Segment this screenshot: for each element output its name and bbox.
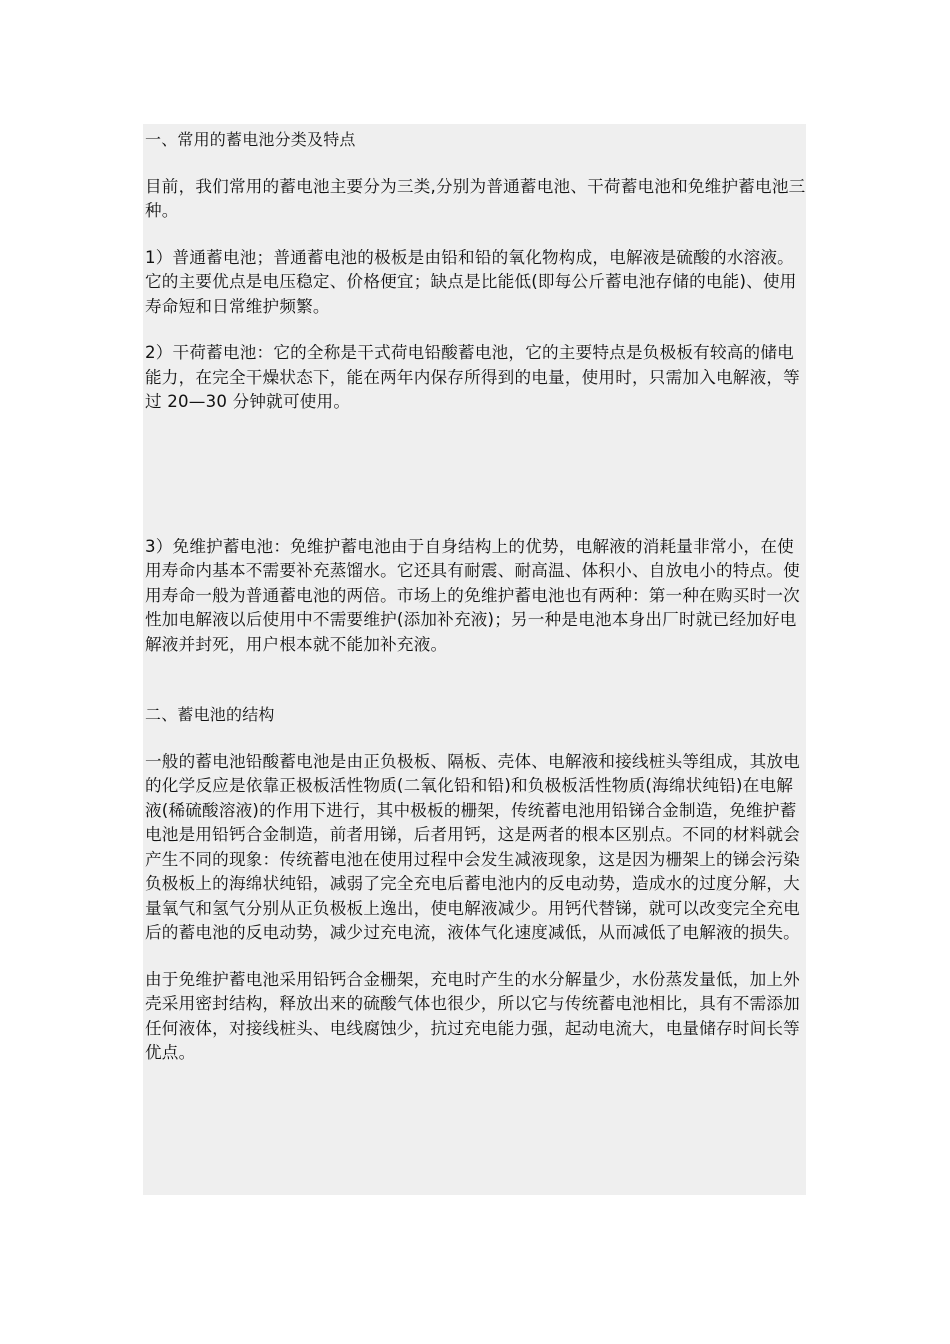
structure-paragraph-1: 一般的蓄电池铅酸蓄电池是由正负极板、隔板、壳体、电解液和接线桩头等组成，其放电的化学反应是依靠正极板活性物质(二氧化铅和铅)和负极板活性物质(海绵状纯铅)在电解液(稀硫酸溶液)的作用下进行，其中极板的栅架，传统蓄电池用铅锑合金制造，免维护蓄电池是用铅钙合金制造，前者用锑，后者用钙，这是两者的根本区别点。不同的材料就会产生不同的现象：传统蓄电池在使用过程中会发生减液现象，这是因为栅架上的锑会污染负极板上的海绵状纯铅，减弱了完全充电后蓄电池内的反电动势，造成水的过度分解，大量氧气和氢气分别从正负极板上逸出，使电解液减少。用钙代替锑，就可以改变完全充电后的蓄电池的反电动势，减少过充电流，液体气化速度减低，从而减低了电解液的损失。 — [145, 751, 800, 942]
section-1-heading: 一、常用的蓄电池分类及特点 — [145, 130, 356, 149]
document-content-block — [143, 124, 806, 1195]
structure-paragraph-2: 由于免维护蓄电池采用铅钙合金栅架，充电时产生的水分解量少，水份蒸发量低，加上外壳采用密封结构，释放出来的硫酸气体也很少，所以它与传统蓄电池相比，具有不需添加任何液体，对接线桩头、电线腐蚀少，抗过充电能力强，起动电流大，电量储存时间长等优点。 — [145, 969, 800, 1062]
intro-paragraph: 目前，我们常用的蓄电池主要分为三类,分别为普通蓄电池、干荷蓄电池和免维护蓄电池三种。 — [145, 176, 806, 220]
dry-charged-battery-paragraph: 2）干荷蓄电池：它的全称是干式荷电铅酸蓄电池，它的主要特点是负极板有较高的储电能力，在完全干燥状态下，能在两年内保存所得到的电量，使用时，只需加入电解液，等过 20—30 分钟就可使用。 — [145, 343, 800, 411]
section-2-heading: 二、蓄电池的结构 — [145, 705, 275, 724]
maintenance-free-battery-paragraph: 3）免维护蓄电池：免维护蓄电池由于自身结构上的优势，电解液的消耗量非常小，在使用寿命内基本不需要补充蒸馏水。它还具有耐震、耐高温、体积小、自放电小的特点。使用寿命一般为普通蓄电池的两倍。市场上的免维护蓄电池也有两种：第一种在购买时一次性加电解液以后使用中不需要维护(添加补充液)；另一种是电池本身出厂时就已经加好电解液并封死，用户根本就不能加补充液。 — [145, 536, 800, 654]
ordinary-battery-paragraph: 1）普通蓄电池；普通蓄电池的极板是由铅和铅的氧化物构成，电解液是硫酸的水溶液。它的主要优点是电压稳定、价格便宜；缺点是比能低(即每公斤蓄电池存储的电能)、使用寿命短和日常维护频繁。 — [145, 247, 797, 316]
